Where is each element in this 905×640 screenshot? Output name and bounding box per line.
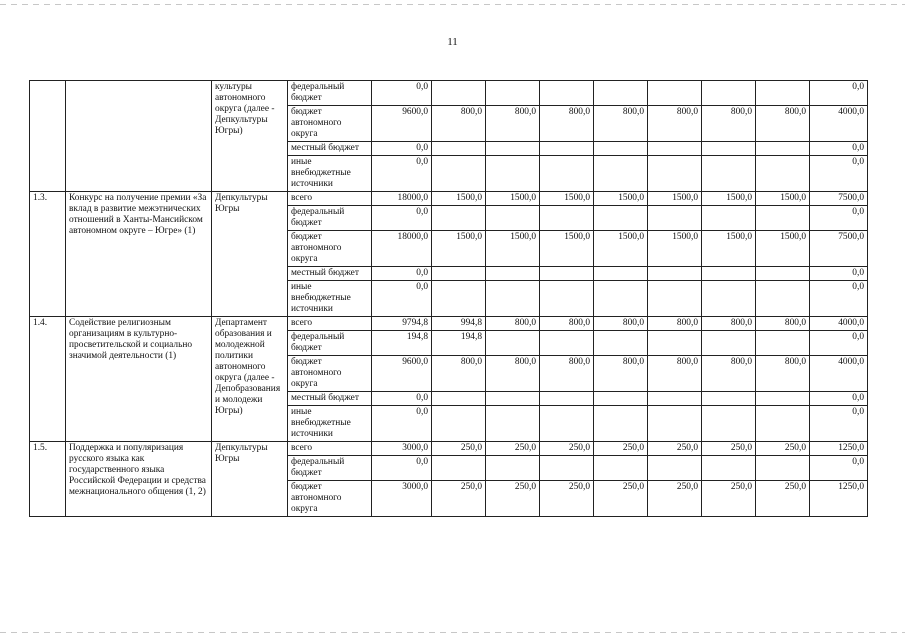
amount-cell: 1500,0 [648,192,702,206]
amount-cell [486,81,540,106]
amount-cell: 250,0 [432,481,486,517]
amount-cell [648,142,702,156]
amount-cell [540,81,594,106]
amount-cell: 800,0 [540,106,594,142]
amount-cell: 250,0 [594,442,648,456]
amount-cell [594,281,648,317]
amount-cell [648,267,702,281]
amount-cell [432,206,486,231]
amount-cell [756,142,810,156]
amount-cell [702,331,756,356]
executor-cell: Департамент образования и молодежной политики автономного округа (далее - Депобразования и молодежи Югры) [212,317,288,442]
amount-cell: 250,0 [540,442,594,456]
amount-cell: 250,0 [648,481,702,517]
measure-name-cell: Содействие религиозным организациям в культурно-просветительской и социально значимой деятельности (1) [66,317,212,442]
funding-source-cell: всего [288,442,372,456]
amount-cell [540,206,594,231]
amount-cell: 1500,0 [594,192,648,206]
amount-cell: 1500,0 [648,231,702,267]
table-row [30,192,868,206]
executor-cell: Депкультуры Югры [212,442,288,517]
amount-cell [702,81,756,106]
scan-artifact-bottom [0,632,905,633]
amount-cell: 250,0 [702,481,756,517]
amount-cell [594,156,648,192]
amount-cell: 0,0 [372,156,432,192]
funding-source-cell: федеральный бюджет [288,81,372,106]
total-amount-cell: 0,0 [810,142,868,156]
amount-cell [540,281,594,317]
amount-cell: 1500,0 [702,231,756,267]
total-amount-cell: 0,0 [810,281,868,317]
amount-cell [540,392,594,406]
amount-cell [432,156,486,192]
total-amount-cell: 0,0 [810,406,868,442]
amount-cell: 250,0 [756,481,810,517]
executor-cell: культуры автономного округа (далее - Депкультуры Югры) [212,81,288,192]
amount-cell [432,456,486,481]
amount-cell [756,392,810,406]
amount-cell [648,81,702,106]
amount-cell [756,281,810,317]
amount-cell [540,406,594,442]
amount-cell [486,406,540,442]
funding-source-cell: федеральный бюджет [288,206,372,231]
amount-cell: 250,0 [702,442,756,456]
amount-cell [756,81,810,106]
amount-cell: 800,0 [594,317,648,331]
page-number: 11 [447,36,458,48]
row-index-cell: 1.3. [30,192,66,317]
amount-cell [594,206,648,231]
amount-cell: 0,0 [372,281,432,317]
amount-cell: 250,0 [540,481,594,517]
amount-cell [702,206,756,231]
amount-cell: 9794,8 [372,317,432,331]
amount-cell [756,156,810,192]
funding-source-cell: всего [288,317,372,331]
amount-cell: 800,0 [540,356,594,392]
amount-cell: 0,0 [372,142,432,156]
amount-cell: 9600,0 [372,356,432,392]
amount-cell: 250,0 [594,481,648,517]
amount-cell [486,156,540,192]
budget-table [29,80,868,517]
amount-cell: 1500,0 [756,231,810,267]
total-amount-cell: 4000,0 [810,356,868,392]
total-amount-cell: 0,0 [810,331,868,356]
executor-cell: Депкультуры Югры [212,192,288,317]
amount-cell: 1500,0 [432,231,486,267]
amount-cell [648,156,702,192]
amount-cell [486,281,540,317]
amount-cell: 194,8 [372,331,432,356]
funding-source-cell: всего [288,192,372,206]
amount-cell [648,331,702,356]
amount-cell [648,206,702,231]
amount-cell: 800,0 [432,106,486,142]
funding-source-cell: бюджет автономного округа [288,106,372,142]
amount-cell: 800,0 [486,106,540,142]
amount-cell: 994,8 [432,317,486,331]
total-amount-cell: 1250,0 [810,481,868,517]
total-amount-cell: 0,0 [810,267,868,281]
measure-name-cell: Конкурс на получение премии «За вклад в развитие межэтнических отношений в Ханты-Мансийском автономном округе – Югре» (1) [66,192,212,317]
amount-cell: 0,0 [372,456,432,481]
amount-cell [702,142,756,156]
amount-cell [540,156,594,192]
amount-cell: 250,0 [432,442,486,456]
total-amount-cell: 4000,0 [810,317,868,331]
funding-source-cell: бюджет автономного округа [288,231,372,267]
amount-cell [486,456,540,481]
amount-cell [540,456,594,481]
funding-source-cell: местный бюджет [288,142,372,156]
funding-source-cell: иные внебюджетные источники [288,156,372,192]
amount-cell: 1500,0 [540,192,594,206]
amount-cell [756,206,810,231]
amount-cell: 800,0 [648,356,702,392]
amount-cell [540,142,594,156]
amount-cell [594,142,648,156]
amount-cell [432,392,486,406]
funding-source-cell: бюджет автономного округа [288,356,372,392]
table-row [30,317,868,331]
total-amount-cell: 1250,0 [810,442,868,456]
amount-cell: 800,0 [756,356,810,392]
amount-cell: 1500,0 [486,192,540,206]
row-index-cell [30,81,66,192]
amount-cell [432,281,486,317]
amount-cell: 1500,0 [702,192,756,206]
amount-cell [486,142,540,156]
amount-cell [594,81,648,106]
table-row [30,81,868,106]
funding-source-cell: местный бюджет [288,392,372,406]
amount-cell [648,392,702,406]
amount-cell [486,331,540,356]
amount-cell [486,206,540,231]
amount-cell: 800,0 [486,356,540,392]
amount-cell: 250,0 [648,442,702,456]
amount-cell [540,331,594,356]
amount-cell: 800,0 [756,106,810,142]
funding-source-cell: местный бюджет [288,267,372,281]
amount-cell: 18000,0 [372,192,432,206]
funding-source-cell: федеральный бюджет [288,456,372,481]
amount-cell: 800,0 [702,106,756,142]
total-amount-cell: 0,0 [810,206,868,231]
amount-cell [702,156,756,192]
amount-cell: 800,0 [702,317,756,331]
amount-cell [432,81,486,106]
total-amount-cell: 0,0 [810,456,868,481]
amount-cell: 800,0 [486,317,540,331]
amount-cell [648,406,702,442]
amount-cell [594,392,648,406]
amount-cell: 250,0 [486,442,540,456]
amount-cell: 250,0 [486,481,540,517]
amount-cell [432,142,486,156]
amount-cell: 1500,0 [432,192,486,206]
scan-artifact-top [0,4,905,5]
amount-cell: 1500,0 [540,231,594,267]
amount-cell: 18000,0 [372,231,432,267]
total-amount-cell: 0,0 [810,392,868,406]
amount-cell [756,456,810,481]
amount-cell: 800,0 [540,317,594,331]
amount-cell [648,281,702,317]
amount-cell [486,392,540,406]
amount-cell [432,267,486,281]
amount-cell: 0,0 [372,267,432,281]
amount-cell: 800,0 [702,356,756,392]
amount-cell: 0,0 [372,406,432,442]
amount-cell [702,267,756,281]
amount-cell [594,406,648,442]
amount-cell [702,456,756,481]
amount-cell [594,331,648,356]
amount-cell: 0,0 [372,206,432,231]
amount-cell: 0,0 [372,81,432,106]
total-amount-cell: 4000,0 [810,106,868,142]
total-amount-cell: 7500,0 [810,192,868,206]
amount-cell [540,267,594,281]
amount-cell [702,392,756,406]
funding-source-cell: бюджет автономного округа [288,481,372,517]
amount-cell [702,281,756,317]
funding-source-cell: иные внебюджетные источники [288,406,372,442]
measure-name-cell [66,81,212,192]
measure-name-cell: Поддержка и популяризация русского языка как государственного языка Российской Федерации и средства межнационального общения (1, 2) [66,442,212,517]
amount-cell [702,406,756,442]
amount-cell [756,331,810,356]
amount-cell: 3000,0 [372,481,432,517]
total-amount-cell: 7500,0 [810,231,868,267]
amount-cell [594,267,648,281]
amount-cell: 800,0 [594,106,648,142]
amount-cell [648,456,702,481]
amount-cell: 1500,0 [486,231,540,267]
total-amount-cell: 0,0 [810,81,868,106]
amount-cell: 250,0 [756,442,810,456]
amount-cell: 9600,0 [372,106,432,142]
amount-cell: 800,0 [432,356,486,392]
funding-source-cell: федеральный бюджет [288,331,372,356]
amount-cell: 0,0 [372,392,432,406]
amount-cell: 3000,0 [372,442,432,456]
total-amount-cell: 0,0 [810,156,868,192]
amount-cell: 800,0 [648,317,702,331]
table-row [30,442,868,456]
amount-cell: 1500,0 [594,231,648,267]
amount-cell: 800,0 [648,106,702,142]
row-index-cell: 1.4. [30,317,66,442]
row-index-cell: 1.5. [30,442,66,517]
amount-cell [432,406,486,442]
funding-source-cell: иные внебюджетные источники [288,281,372,317]
amount-cell: 800,0 [756,317,810,331]
amount-cell: 1500,0 [756,192,810,206]
amount-cell [756,267,810,281]
amount-cell: 194,8 [432,331,486,356]
amount-cell: 800,0 [594,356,648,392]
amount-cell [594,456,648,481]
amount-cell [756,406,810,442]
amount-cell [486,267,540,281]
